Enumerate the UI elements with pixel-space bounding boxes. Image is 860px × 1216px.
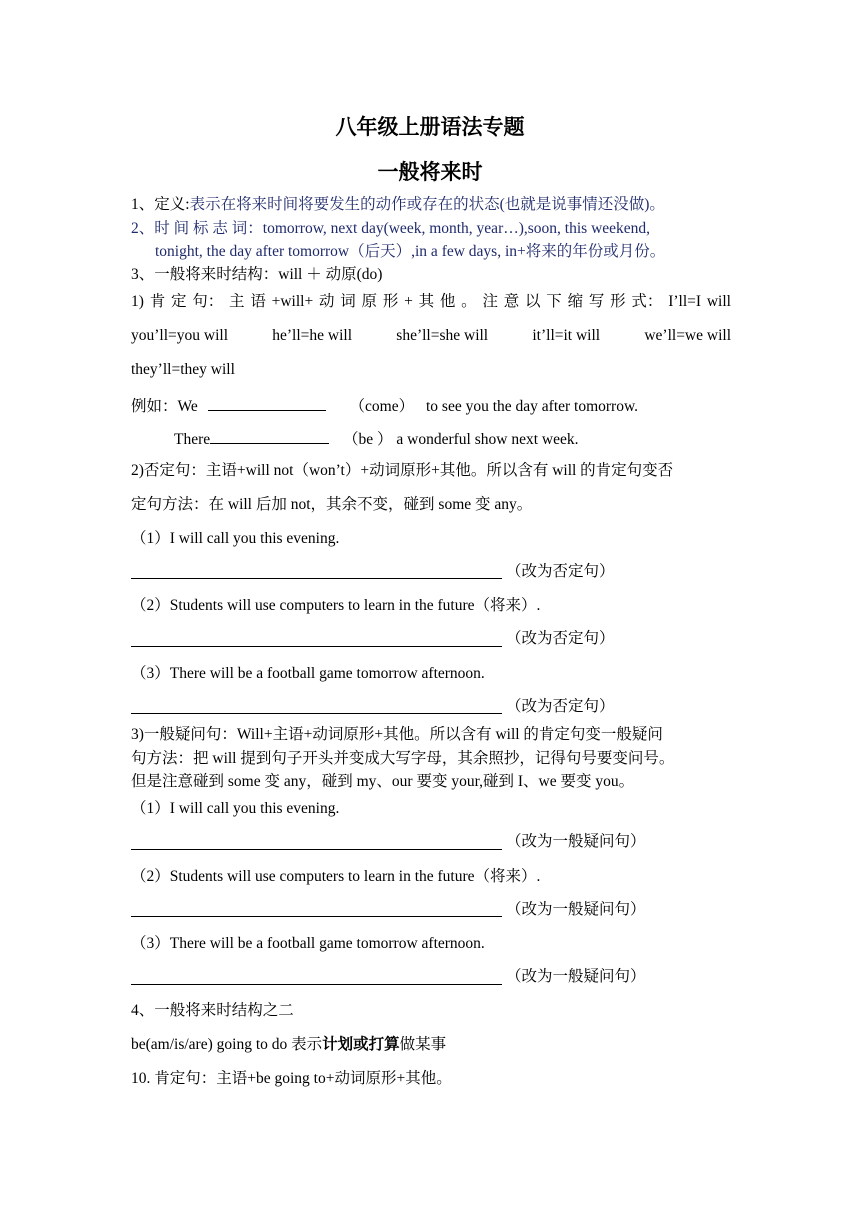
question-hint-2: （改为一般疑问句） [506,901,646,918]
contractions-line [131,326,731,346]
affirm-word: 他 [439,293,456,310]
question-answer-line-3[interactable] [131,983,502,985]
time-markers-label: 2、时 间 标 志 词： [131,220,263,237]
affirm-word: 肯 [149,293,166,310]
question-rule-3: 但是注意碰到 some 变 any，碰到 my、our 要变 your,碰到 I、we 要变 you。 [131,773,635,790]
structure-two-end: 做某事 [399,1036,447,1053]
example-2-rest: a wonderful show next week. [396,431,579,448]
affirm-word: 写 [588,293,605,310]
affirm-word: 其 [418,293,435,310]
negative-hint-1: （改为否定句） [506,563,615,580]
structure-two-heading: 4、一般将来时结构之二 [131,1002,294,1019]
affirm-word: 定 [170,293,187,310]
affirm-word: + [404,293,413,310]
example-2-start: There [174,431,211,448]
question-rule-1: 3)一般疑问句：Will+主语+动词原形+其他。所以含有 will 的肯定句变一般疑问 [131,726,663,743]
structure-two-affirm: 10. 肯定句：主语+be going to+动词原形+其他。 [131,1070,452,1087]
contraction: we’ll=we will [644,327,731,344]
affirm-word: 下 [546,293,562,310]
example-2-hint: （be ） [343,431,393,448]
negative-question-3: （3）There will be a football game tomorrow afternoon. [131,665,485,682]
negative-rule-1: 2)否定句：主语+will not（won’t）+动词原形+其他。所以含有 will 的肯定句变否 [131,462,674,479]
affirm-word: 以 [525,293,541,310]
question-hint-1: （改为一般疑问句） [506,833,646,850]
affirm-word: 缩 [567,293,584,310]
affirm-word: 原 [361,293,378,310]
example-2 [174,427,578,450]
negative-rule-2: 定句方法：在 will 后加 not，其余不变，碰到 some 变 any。 [131,496,533,513]
affirm-word: will [706,293,731,310]
structure-two-line [131,1035,446,1055]
negative-question-1: （1）I will call you this evening. [131,530,340,547]
affirm-word: I’ll=I [668,293,702,310]
negative-question-2: （2）Students will use computers to learn in the future（将来）. [131,597,541,614]
contraction: he’ll=he will [272,327,353,344]
definition-text: 表示在将来时间将要发生的动作或存在的状态(也就是说事情还没做)。 [189,196,665,213]
example-1-rest: to see you the day after tomorrow. [425,398,639,415]
affirm-word: 句： [192,293,224,310]
question-item-3: （3）There will be a football game tomorrow afternoon. [131,935,485,952]
negative-hint-3: （改为否定句） [506,698,615,715]
affirm-word: 形 [382,293,399,310]
example-1-hint: （come） [349,398,415,415]
example-1 [131,394,638,417]
question-answer-line-1[interactable] [131,848,502,850]
affirm-word: 式： [631,293,663,310]
affirmative-intro [131,292,731,312]
negative-answer-line-2[interactable] [131,645,502,647]
contraction: she’ll=she will [396,327,489,344]
affirm-word: 主 [229,293,245,310]
question-hint-3: （改为一般疑问句） [506,968,646,985]
affirm-word: 注 [482,293,498,310]
contraction: it’ll=it will [532,327,601,344]
structure-two-bold: 计划或打算 [322,1036,400,1053]
question-rule-2: 句方法：把 will 提到句子开头并变成大写字母，其余照抄，记得句号要变问号。 [131,750,675,767]
example-label: 例如：We [131,398,198,415]
negative-answer-line-3[interactable] [131,712,502,714]
definition-line [131,195,665,215]
negative-answer-line-1[interactable] [131,577,502,579]
affirm-word: 语 [250,293,266,310]
fill-blank-2[interactable] [210,427,329,444]
fill-blank-1[interactable] [208,394,326,411]
structure-line: 3、一般将来时结构：will ＋ 动原(do) [131,266,383,283]
time-markers-line-1 [131,219,650,239]
affirm-word: 1) [131,293,144,310]
question-item-2: （2）Students will use computers to learn in the future（将来）. [131,868,541,885]
page-subtitle: 一般将来时 [377,160,483,184]
time-markers-text-1: tomorrow, next day(week, month, year…),soon, this weekend, [262,220,651,237]
contraction-last: they’ll=they will [131,361,235,378]
question-answer-line-2[interactable] [131,915,502,917]
affirm-word: 动 [318,293,335,310]
affirm-word: 意 [503,293,520,310]
negative-hint-2: （改为否定句） [506,630,615,647]
page-title: 八年级上册语法专题 [335,115,525,139]
contraction: you’ll=you will [131,327,229,344]
time-markers-line-2: tonight, the day after tomorrow（后天）,in a few days, in+将来的年份或月份。 [155,243,666,260]
affirm-word: 词 [340,293,356,310]
affirm-word: 。 [461,293,477,310]
definition-label: 1、定义: [131,196,190,213]
affirm-word: 形 [610,293,626,310]
structure-two-start: be(am/is/are) going to do 表示 [131,1036,323,1053]
question-item-1: （1）I will call you this evening. [131,800,340,817]
affirm-word: +will+ [271,293,314,310]
